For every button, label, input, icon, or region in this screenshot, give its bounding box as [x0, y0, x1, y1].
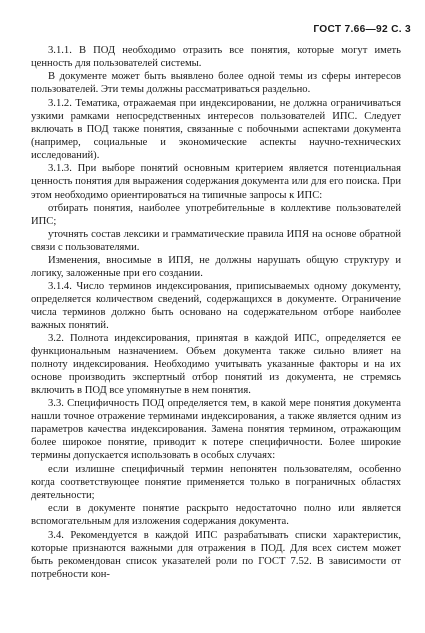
paragraph-3-2: 3.2. Полнота индексирования, принятая в каждой ИПС, определяется ее функциональным назначением. Объем документа также сильно влияет на полноту индексирования. Необходимо учитывать указанные факторы и на их основе производить экспертный отбор понятий из документа, не стремясь включить в ПОД все упомянутые в нем понятия.: [31, 333, 401, 397]
paragraph-3-4: 3.4. Рекомендуется в каждой ИПС разрабатывать списки характеристик, которые признаются важными для отражения в ПОД. Для всех систем может быть рекомендован список указателей роли по ГОСТ 7.52. В зависимости от потребности кон-: [31, 529, 401, 580]
list-item-insufficiently-disclosed: если в документе понятие раскрыто недостаточно полно или является вспомогательным для изложения содержания документа.: [31, 502, 401, 527]
paragraph-3-1-3: 3.1.3. При выборе понятий основным критерием является потенциальная ценность понятия для выражения содержания документа или для его поиска. При этом необходимо ориентироваться на типичные запросы к ИПС:: [31, 163, 401, 201]
paragraph-3-1-2: 3.1.2. Тематика, отражаемая при индексировании, не должна ограничиваться узкими рамками непосредственных интересов пользователей ИПС. Следует включать в ПОД также понятия, связанные с побочными аспектами документа (например, социальные и экономические аспекты научно-технических исследований).: [31, 98, 401, 162]
document-body: [31, 44, 401, 581]
paragraph-changes-ipya: Изменения, вносимые в ИПЯ, не должны нарушать общую структуру и логику, заложенные при его создании.: [31, 254, 401, 279]
page-header-standard-code: ГОСТ 7.66—92 С. 3: [313, 24, 411, 35]
paragraph-3-3: 3.3. Специфичность ПОД определяется тем, в какой мере понятия документа нашли точное отражение терминами индексирования, а также является одним из параметров качества индексирования. Замена понятия термином, отражающим более широкое понятие, приводит к потере специфичности. Более широкие термины допускается использовать в особых случаях:: [31, 398, 401, 462]
paragraph-multiple-topics: В документе может быть выявлено более одной темы из сферы интересов пользователей. Эти темы должны рассматриваться раздельно.: [31, 71, 401, 96]
list-item-overly-specific-term: если излишне специфичный термин непонятен пользователям, особенно когда соответствующее понятие применяется только в пограничных областях деятельности;: [31, 463, 401, 501]
paragraph-3-1-4: 3.1.4. Число терминов индексирования, приписываемых одному документу, определяется количеством сведений, содержащихся в документе. Ограничение числа терминов должно быть основано на содержательном отборе наиболее важных понятий.: [31, 280, 401, 331]
list-item-refine-lexicon: уточнять состав лексики и грамматические правила ИПЯ на основе обратной связи с пользователями.: [31, 228, 401, 253]
paragraph-3-1-1: 3.1.1. В ПОД необходимо отразить все понятия, которые могут иметь ценность для пользователей системы.: [31, 45, 401, 70]
list-item-select-concepts: отбирать понятия, наиболее употребительные в коллективе пользователей ИПС;: [31, 202, 401, 227]
